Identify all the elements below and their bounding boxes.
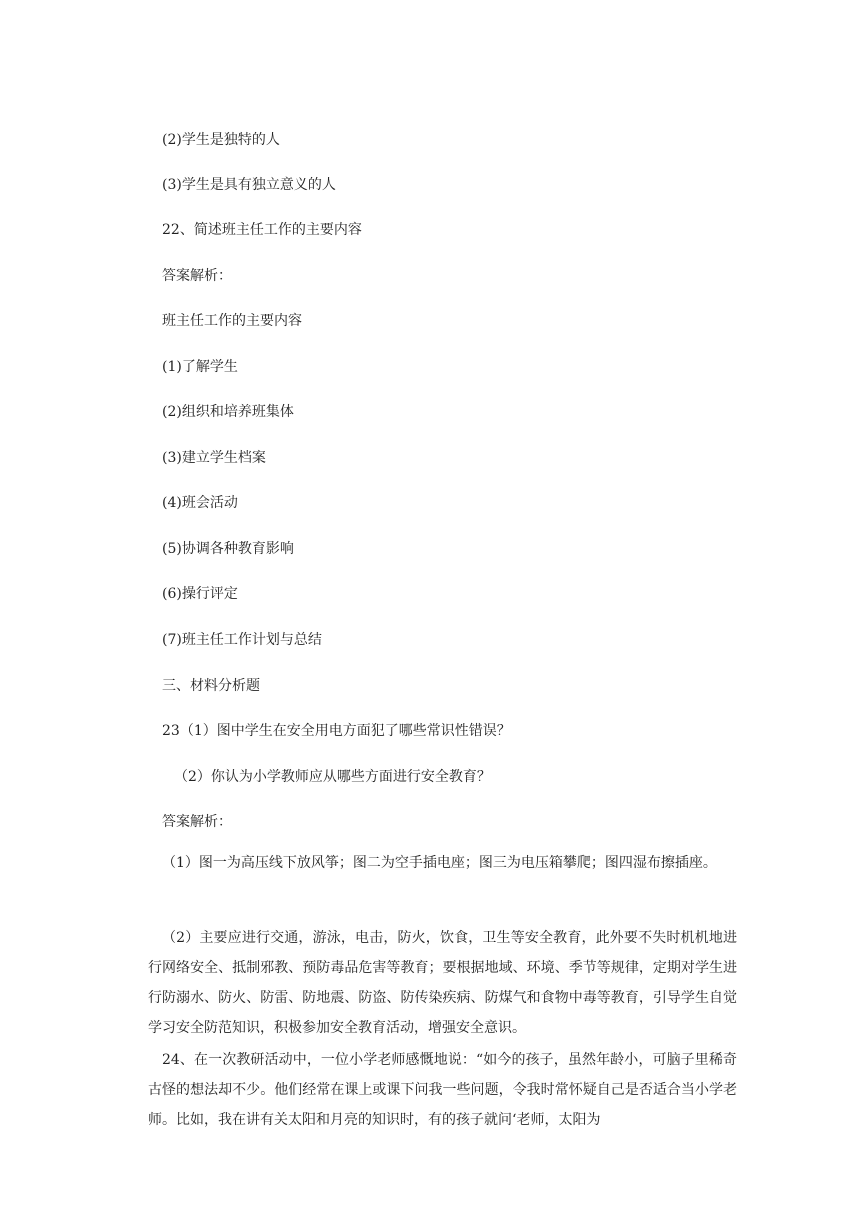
answer-paragraph-2: （2）主要应进行交通，游泳，电击，防火，饮食，卫生等安全教育，此外要不失时机机地进行网络安全、抵制邪教、预防毒品危害等教育；要根据地域、环境、季节等规律，定期对学生进行防溺水、防火、防雷、防地震、防盗、防传染疾病、防煤气和食物中毒等教育，引导学生自觉学习安全防范知识，积极参加安全教育活动，增强安全意识。 — [148, 930, 737, 1036]
list-item: (6)操行评定 — [162, 586, 238, 602]
list-item: (3)建立学生档案 — [162, 450, 266, 466]
list-item: (5)协调各种教育影响 — [162, 541, 294, 557]
text-line-student-unique: (2)学生是独特的人 — [162, 132, 280, 148]
list-item: (7)班主任工作计划与总结 — [162, 632, 322, 648]
question-23-part-1: 23（1）图中学生在安全用电方面犯了哪些常识性错误？ — [162, 723, 511, 739]
answer-label: 答案解析： — [162, 814, 232, 830]
section-heading-material-analysis: 三、材料分析题 — [162, 678, 260, 694]
answer-label: 答案解析： — [162, 268, 232, 284]
list-item: (1)了解学生 — [162, 359, 238, 375]
list-item: (4)班会活动 — [162, 495, 238, 511]
section-heading-class-teacher: 班主任工作的主要内容 — [162, 313, 302, 329]
text-line-student-independent: (3)学生是具有独立意义的人 — [162, 177, 336, 193]
question-24-paragraph: 24、在一次教研活动中，一位小学老师感慨地说：“如今的孩子，虽然年龄小，可脑子里稀奇古怪的想法却不少。他们经常在课上或课下问我一些问题，令我时常怀疑自己是否适合当小学老师。比如，我在讲有关太阳和月亮的知识时，有的孩子就问‘老师，太阳为 — [148, 1052, 737, 1128]
question-23-part-2: （2）你认为小学教师应从哪些方面进行安全教育？ — [174, 769, 491, 785]
answer-paragraph-1: （1）图一为高压线下放风筝；图二为空手插电座；图三为电压箱攀爬；图四湿布擦插座。 — [162, 855, 717, 871]
list-item: (2)组织和培养班集体 — [162, 404, 294, 420]
question-22: 22、简述班主任工作的主要内容 — [162, 222, 362, 238]
